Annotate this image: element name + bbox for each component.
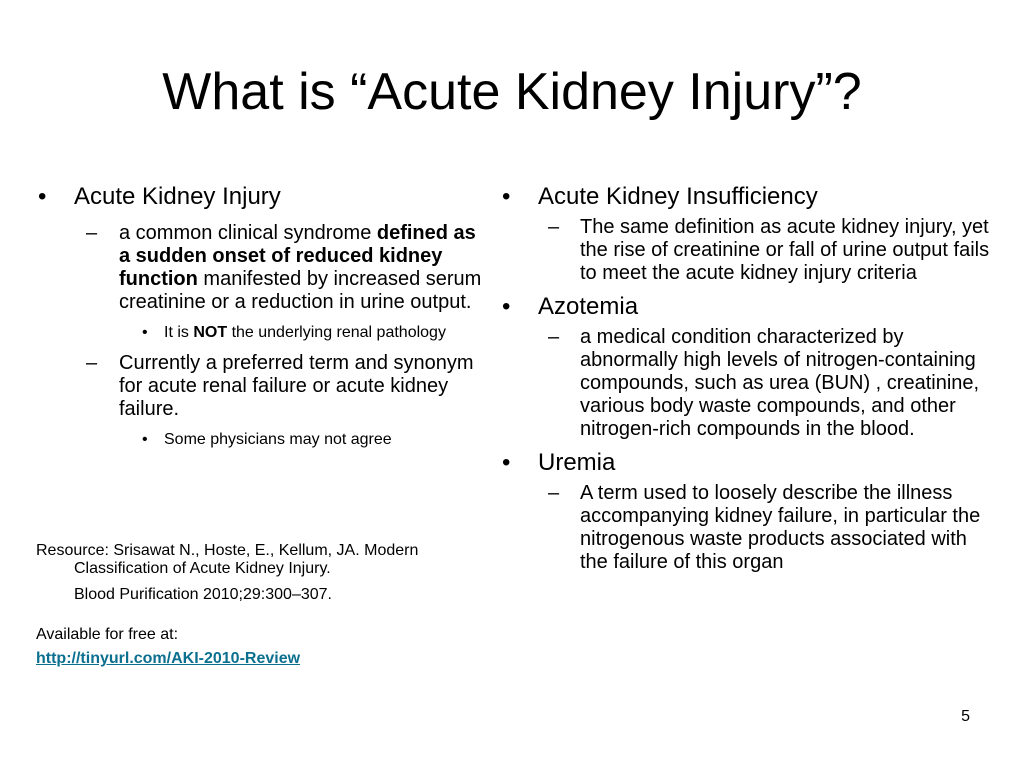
page-number: 5: [961, 708, 970, 725]
bullet-label: Acute Kidney Insufficiency: [538, 183, 818, 210]
bullet-acute-kidney-injury: [36, 183, 486, 210]
dash-icon: –: [548, 216, 560, 238]
preferred-term-text: Currently a preferred term and synonym for acute renal failure or acute kidney failure.: [119, 352, 474, 420]
not-bold: NOT: [193, 324, 228, 341]
bullet-dot-icon: •: [142, 324, 148, 341]
bullet-label: Azotemia: [538, 293, 639, 320]
bullet-uremia: [500, 449, 992, 476]
bullet-azotemia: [500, 293, 992, 320]
azotemia-text: a medical condition characterized by abnormally high levels of nitrogen-containing compounds, such as urea (BUN) , creatinine, various body waste compounds, and other nitrogen-rich compounds in the blood.: [580, 326, 980, 440]
sub-bullet-uremia-def: [500, 482, 992, 574]
bullet-label: Uremia: [538, 449, 616, 476]
not-text-after: the underlying renal pathology: [227, 324, 446, 341]
bullet-dot-icon: •: [38, 183, 47, 210]
dash-icon: –: [548, 482, 560, 504]
bullet-acute-kidney-insufficiency: [500, 183, 992, 210]
right-column: [500, 183, 992, 574]
sub-bullet-definition: [36, 222, 486, 314]
sub-bullet-insufficiency-def: [500, 216, 992, 285]
sub-sub-bullet-not-pathology: [36, 324, 486, 342]
sub-sub-bullet-physicians: [36, 431, 486, 449]
insufficiency-text: The same definition as acute kidney injury, yet the rise of creatinine or fall of urine output fails to meet the acute kidney injury criteria: [580, 216, 990, 284]
definition-text-after: manifested by increased serum creatinine or a reduction in urine output.: [119, 268, 482, 313]
dash-icon: –: [86, 222, 98, 244]
definition-bold: defined as a sudden onset of reduced kidney function: [119, 222, 476, 290]
review-link[interactable]: http://tinyurl.com/AKI-2010-Review: [36, 650, 301, 667]
bullet-dot-icon: •: [502, 183, 511, 210]
not-text-before: It is: [164, 324, 194, 341]
physicians-text: Some physicians may not agree: [164, 431, 392, 448]
resource-block: [36, 542, 486, 668]
resource-journal: Blood Purification 2010;29:300–307.: [74, 586, 332, 603]
dash-icon: –: [86, 352, 98, 374]
bullet-dot-icon: •: [502, 293, 511, 320]
dash-icon: –: [548, 326, 560, 348]
definition-text-before: a common clinical syndrome: [119, 222, 377, 244]
available-text: Available for free at:: [36, 626, 179, 643]
uremia-text: A term used to loosely describe the illness accompanying kidney failure, in particular the nitrogenous waste products associated with the failure of this organ: [580, 482, 981, 573]
bullet-dot-icon: •: [502, 449, 511, 476]
left-column: [36, 183, 486, 449]
resource-citation: Resource: Srisawat N., Hoste, E., Kellum, JA. Modern Classification of Acute Kidney Injury.: [36, 542, 419, 577]
bullet-dot-icon: •: [142, 431, 148, 448]
bullet-label: Acute Kidney Injury: [74, 183, 281, 210]
sub-bullet-preferred-term: [36, 352, 486, 421]
sub-bullet-azotemia-def: [500, 326, 992, 441]
slide-title: What is “Acute Kidney Injury”?: [162, 63, 862, 121]
